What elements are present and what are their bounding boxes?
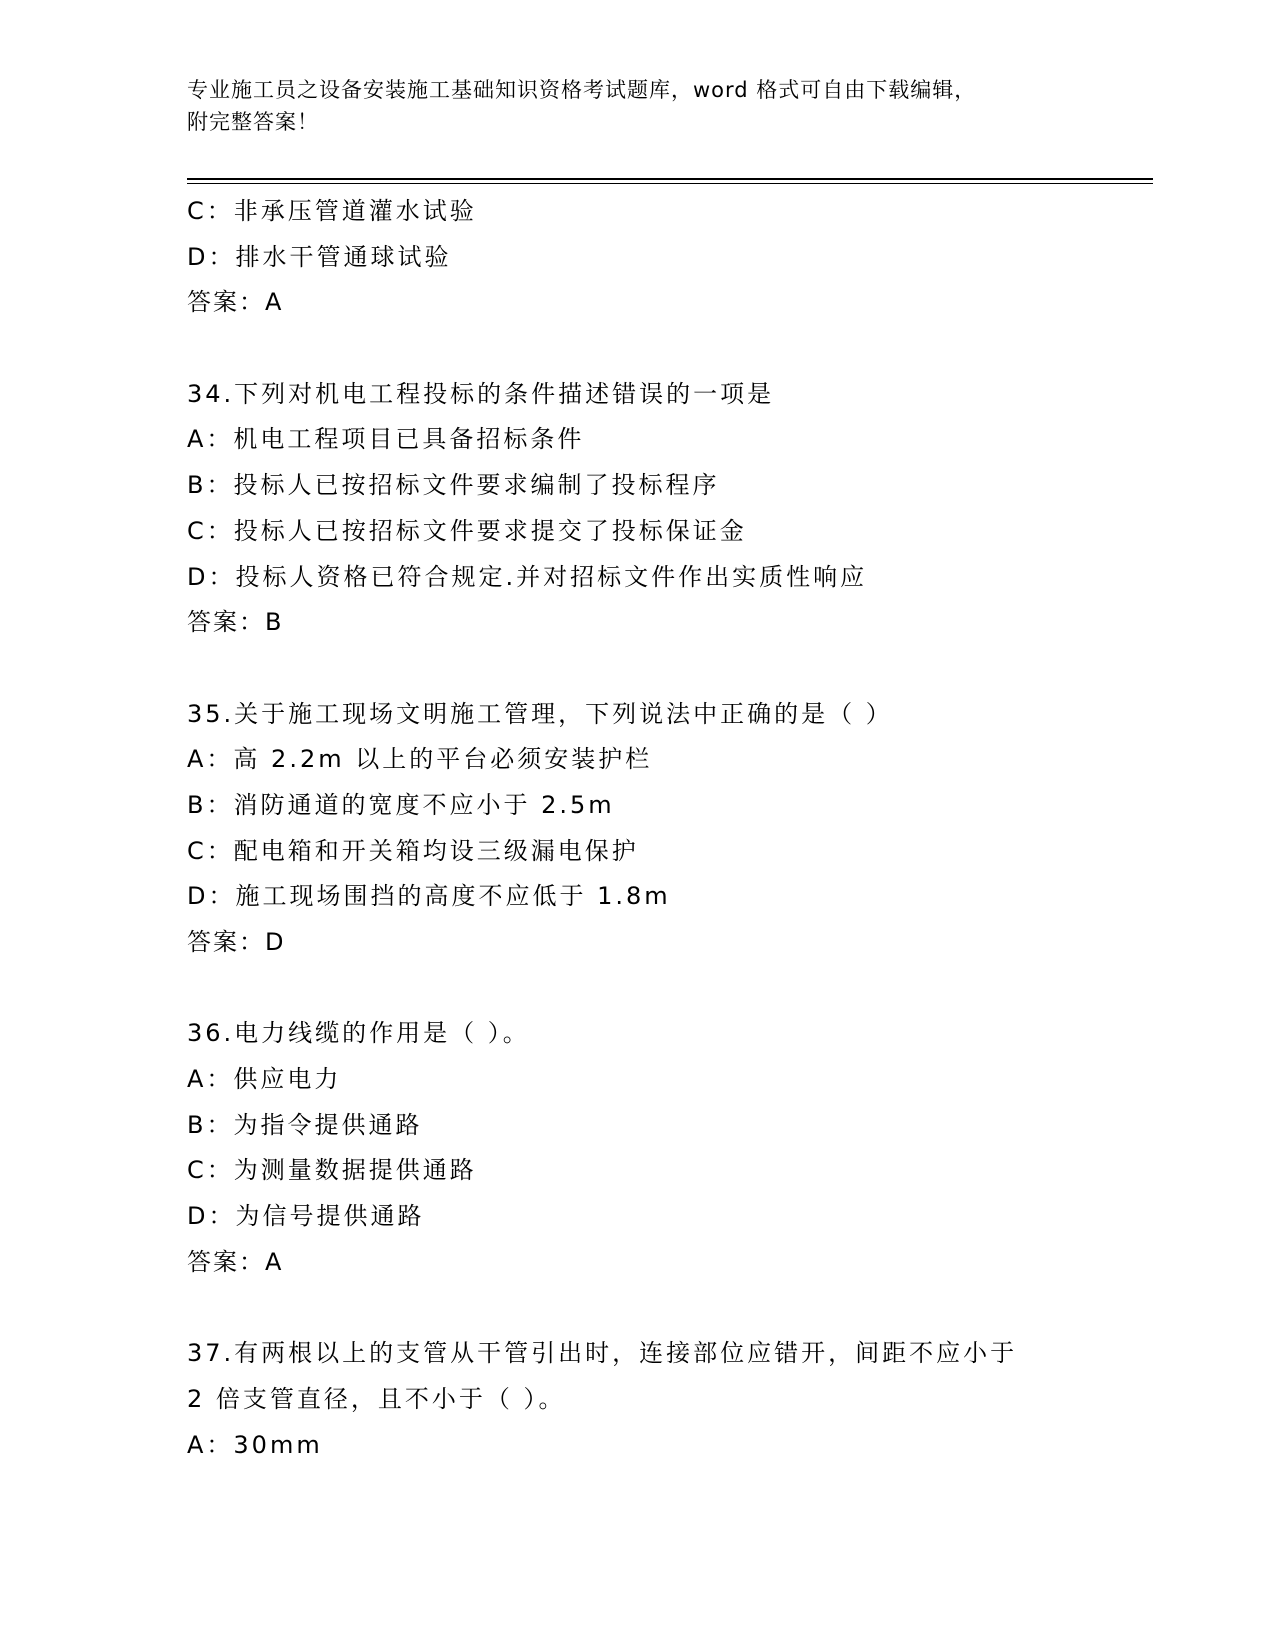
question-block-36 xyxy=(187,1011,1127,1285)
question-block-previous xyxy=(187,189,1127,326)
option-b: B：投标人已按招标文件要求编制了投标程序 xyxy=(187,471,720,500)
option-c: C：配电箱和开关箱均设三级漏电保护 xyxy=(187,836,639,865)
question-spacer xyxy=(187,646,1127,692)
option-c: C：投标人已按招标文件要求提交了投标保证金 xyxy=(187,516,747,545)
option-d: D：为信号提供通路 xyxy=(187,1202,425,1231)
header-divider-thick xyxy=(187,178,1153,180)
question-block-37 xyxy=(187,1331,1127,1468)
answer-label: 答案：B xyxy=(187,608,284,637)
question-stem-line-2: 2 倍支管直径，且不小于（ ）。 xyxy=(187,1384,566,1413)
option-d: D：投标人资格已符合规定.并对招标文件作出实质性响应 xyxy=(187,562,868,591)
option-d: D：施工现场围挡的高度不应低于 1.8m xyxy=(187,882,671,911)
question-stem: 35.关于施工现场文明施工管理，下列说法中正确的是（ ） xyxy=(187,699,893,728)
option-b: B：为指令提供通路 xyxy=(187,1110,423,1139)
header-line-1: 专业施工员之设备安装施工基础知识资格考试题库，word 格式可自由下载编辑， xyxy=(187,78,977,102)
document-header xyxy=(187,74,1087,138)
question-block-35 xyxy=(187,692,1127,966)
question-spacer xyxy=(187,1286,1127,1332)
option-a: A：供应电力 xyxy=(187,1065,342,1094)
answer-label: 答案：D xyxy=(187,928,286,956)
question-block-34 xyxy=(187,372,1127,646)
question-stem: 34.下列对机电工程投标的条件描述错误的一项是 xyxy=(187,379,775,408)
option-a: A：机电工程项目已具备招标条件 xyxy=(187,425,585,454)
header-line-2: 附完整答案！ xyxy=(187,110,319,134)
header-divider-thin xyxy=(187,183,1153,184)
question-spacer xyxy=(187,326,1127,372)
question-stem: 36.电力线缆的作用是（ ）。 xyxy=(187,1019,530,1048)
option-a: A：30mm xyxy=(187,1430,323,1459)
option-a: A：高 2.2m 以上的平台必须安装护栏 xyxy=(187,745,653,774)
answer-label: 答案：A xyxy=(187,288,284,317)
option-d: D：排水干管通球试验 xyxy=(187,242,452,271)
question-list xyxy=(187,189,1127,1468)
question-spacer xyxy=(187,966,1127,1012)
option-c: C：非承压管道灌水试验 xyxy=(187,197,477,225)
option-c: C：为测量数据提供通路 xyxy=(187,1156,477,1185)
question-stem-line-1: 37.有两根以上的支管从干管引出时，连接部位应错开，间距不应小于 xyxy=(187,1339,1018,1368)
option-b: B：消防通道的宽度不应小于 2.5m xyxy=(187,790,615,819)
answer-label: 答案：A xyxy=(187,1247,284,1276)
